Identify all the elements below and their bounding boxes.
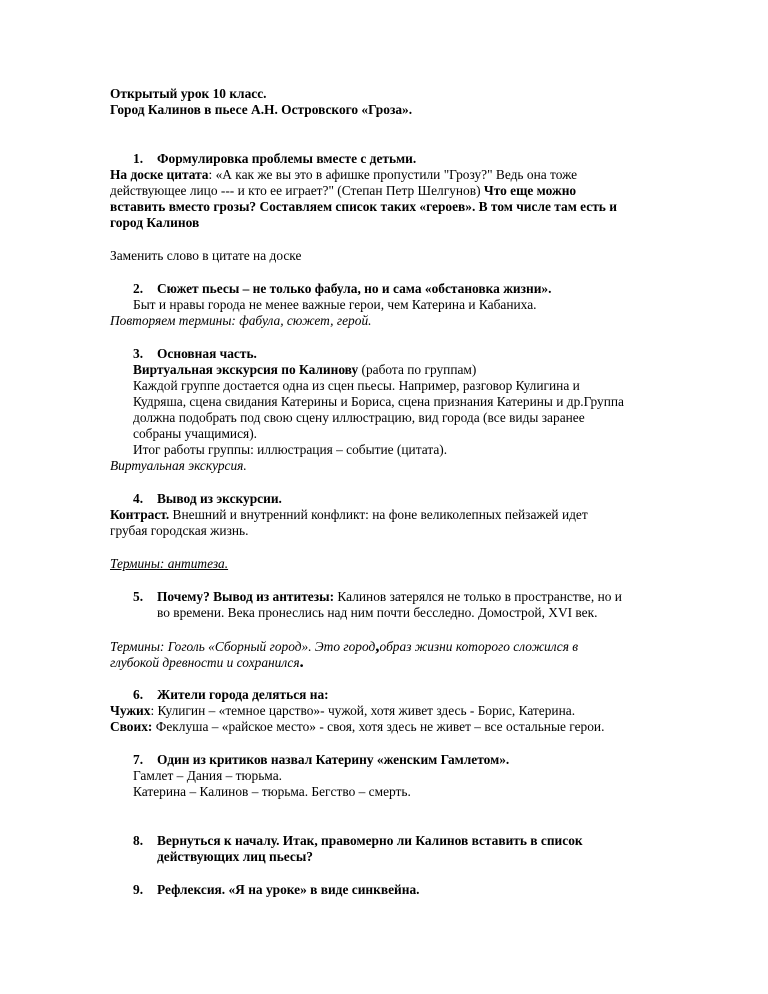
section-4-line-1: Контраст. Внешний и внутренний конфликт: на фоне великолепных пейзажей идет: [110, 507, 588, 522]
section-8-number: 8.: [133, 833, 144, 848]
section-1-number: 1.: [133, 151, 144, 166]
section-3-line-3: Кудряша, сцена свидания Катерины и Бориса, сцена признания Катерины и др.Группа: [133, 394, 625, 409]
section-1-line-2: действующее лицо --- и кто ее играет?" (Степан Петр Шелгунов) Что еще можно: [110, 183, 577, 198]
section-6-number: 6.: [133, 687, 144, 702]
section-3-line-6: Итог работы группы: иллюстрация – событие (цитата).: [133, 442, 448, 457]
section-3-title: Основная часть.: [157, 346, 257, 361]
section-1-line-4: город Калинов: [110, 215, 200, 230]
lesson-topic: Город Калинов в пьесе А.Н. Островского «Гроза».: [110, 102, 413, 117]
section-5-terms-line-2: глубокой древности и сохранился.: [110, 652, 304, 671]
section-8-title-line-2: действующих лиц пьесы?: [157, 849, 314, 864]
section-5-terms-line-1: Термины: Гоголь «Сборный город». Это город,образ жизни которого сложился в: [110, 636, 579, 655]
section-4-line-2: грубая городская жизнь.: [110, 523, 249, 538]
section-8-title-line-1: Вернуться к началу. Итак, правомерно ли Калинов вставить в список: [157, 833, 583, 848]
section-5-line-1: Почему? Вывод из антитезы: Калинов затерялся не только в пространстве, но и: [157, 589, 622, 604]
section-6-line-1: Чужих: Кулигин – «темное царство»- чужой, хотя живет здесь - Борис, Катерина.: [110, 703, 576, 718]
section-2-line-1: Быт и нравы города не менее важные герои, чем Катерина и Кабаниха.: [133, 297, 537, 312]
section-5-number: 5.: [133, 589, 144, 604]
section-6-title: Жители города деляться на:: [157, 687, 329, 702]
section-1-line-3: вставить вместо грозы? Составляем список таких «героев». В том числе там есть и: [110, 199, 617, 214]
section-7-line-2: Катерина – Калинов – тюрьма. Бегство – смерть.: [133, 784, 411, 799]
section-7-number: 7.: [133, 752, 144, 767]
section-4-number: 4.: [133, 491, 144, 506]
section-3-number: 3.: [133, 346, 144, 361]
section-3-line-5: собраны учащимися).: [133, 426, 258, 441]
section-9-number: 9.: [133, 882, 144, 897]
section-7-line-1: Гамлет – Дания – тюрьма.: [133, 768, 282, 783]
section-5-line-2: во времени. Века пронеслись над ним почти бесследно. Домострой, XVI век.: [157, 605, 598, 620]
section-2-number: 2.: [133, 281, 144, 296]
section-2-title: Сюжет пьесы – не только фабула, но и сама «обстановка жизни».: [157, 281, 552, 296]
section-4-terms: Термины: антитеза.: [110, 556, 229, 571]
section-3-line-1: Виртуальная экскурсия по Калинову (работа по группам): [133, 362, 477, 377]
section-3-line-7: Виртуальная экскурсия.: [110, 458, 247, 473]
section-1-title: Формулировка проблемы вместе с детьми.: [157, 151, 417, 166]
section-9-title: Рефлексия. «Я на уроке» в виде синквейна.: [157, 882, 420, 897]
section-4-title: Вывод из экскурсии.: [157, 491, 282, 506]
section-2-terms: Повторяем термины: фабула, сюжет, герой.: [110, 313, 372, 328]
section-3-line-4: должна подобрать под свою сцену иллюстрацию, вид города (все виды заранее: [133, 410, 585, 425]
section-6-line-2: Своих: Феклуша – «райское место» - своя, хотя здесь не живет – все остальные герои.: [110, 719, 605, 734]
lesson-title: Открытый урок 10 класс.: [110, 86, 267, 101]
section-7-title: Один из критиков назвал Катерину «женским Гамлетом».: [157, 752, 510, 767]
section-3-line-2: Каждой группе достается одна из сцен пьесы. Например, разговор Кулигина и: [133, 378, 580, 393]
section-1-note: Заменить слово в цитате на доске: [110, 248, 302, 263]
section-1-line-1: На доске цитата: «А как же вы это в афишке пропустили "Грозу?" Ведь она тоже: [110, 167, 578, 182]
